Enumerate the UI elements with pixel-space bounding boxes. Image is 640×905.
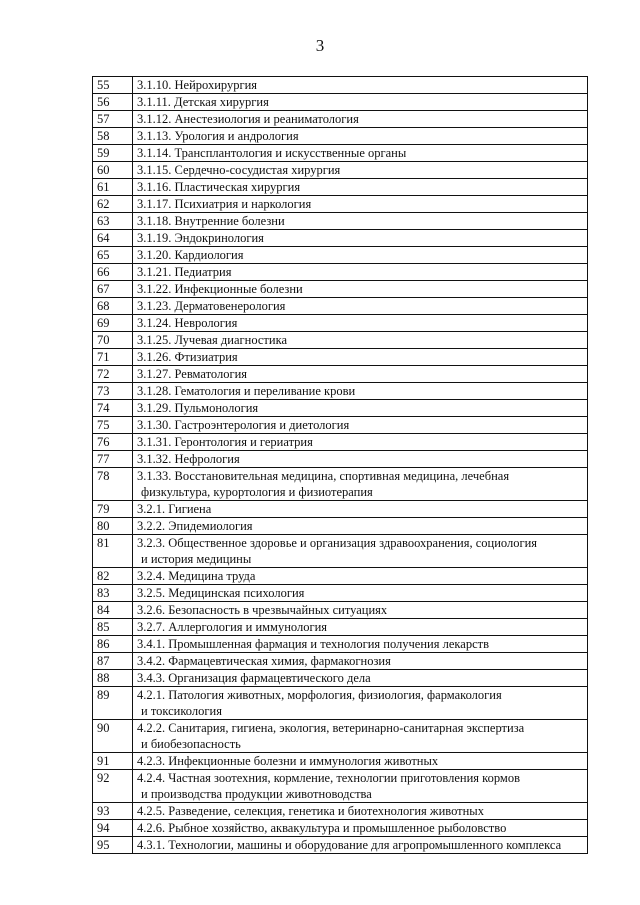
specialty-name-continuation: и биобезопасность: [141, 737, 241, 751]
table-row: [93, 451, 588, 468]
specialty-name: 3.2.7. Аллергология и иммунология: [137, 620, 328, 634]
table-row: [93, 535, 588, 568]
specialty-name-cell: [133, 400, 588, 417]
specialty-name-cell: [133, 179, 588, 196]
specialty-name-cell: [133, 145, 588, 162]
specialty-name-cell: [133, 518, 588, 535]
specialty-name-cell: [133, 264, 588, 281]
specialty-name: 3.2.1. Гигиена: [137, 502, 212, 516]
table-row: [93, 518, 588, 535]
specialty-name: 3.1.25. Лучевая диагностика: [137, 333, 288, 347]
table-row: [93, 332, 588, 349]
specialty-name-cell: [133, 417, 588, 434]
specialty-name-cell: [133, 619, 588, 636]
specialty-name-continuation: и производства продукции животноводства: [141, 787, 372, 801]
row-number: 71: [93, 349, 133, 366]
specialty-name-cell: [133, 670, 588, 687]
table-row: [93, 820, 588, 837]
row-number: 65: [93, 247, 133, 264]
table-row: [93, 687, 588, 720]
row-number: 72: [93, 366, 133, 383]
specialty-name-cell: [133, 196, 588, 213]
specialty-name-cell: [133, 820, 588, 837]
row-number: 57: [93, 111, 133, 128]
specialty-name: 3.1.29. Пульмонология: [137, 401, 259, 415]
specialty-name: 3.1.17. Психиатрия и наркология: [137, 197, 312, 211]
table-row: [93, 619, 588, 636]
row-number: 86: [93, 636, 133, 653]
page-number: 3: [315, 36, 325, 55]
specialty-name: 3.1.21. Педиатрия: [137, 265, 232, 279]
row-number: 73: [93, 383, 133, 400]
table-row: [93, 213, 588, 230]
row-number: 61: [93, 179, 133, 196]
row-number: 62: [93, 196, 133, 213]
row-number: 58: [93, 128, 133, 145]
specialty-name-cell: [133, 753, 588, 770]
row-number: 79: [93, 501, 133, 518]
specialty-name-cell: [133, 837, 588, 854]
specialty-name: 3.1.27. Ревматология: [137, 367, 248, 381]
table-row: [93, 770, 588, 803]
specialty-name: 3.1.12. Анестезиология и реаниматология: [137, 112, 359, 126]
row-number: 66: [93, 264, 133, 281]
specialty-name: 4.2.5. Разведение, селекция, генетика и биотехнология животных: [137, 804, 484, 818]
specialty-name: 3.2.2. Эпидемиология: [137, 519, 253, 533]
table-row: [93, 179, 588, 196]
specialty-name-cell: [133, 653, 588, 670]
row-number: 83: [93, 585, 133, 602]
row-number: 74: [93, 400, 133, 417]
row-number: 64: [93, 230, 133, 247]
specialty-name: 3.2.5. Медицинская психология: [137, 586, 305, 600]
specialty-name-cell: [133, 111, 588, 128]
table-row: [93, 264, 588, 281]
row-number: 63: [93, 213, 133, 230]
specialty-name-cell: [133, 162, 588, 179]
row-number: 70: [93, 332, 133, 349]
specialty-name: 4.2.3. Инфекционные болезни и иммунология животных: [137, 754, 439, 768]
row-number: 68: [93, 298, 133, 315]
specialty-name-cell: [133, 770, 588, 803]
table-row: [93, 568, 588, 585]
specialty-name: 3.1.11. Детская хирургия: [137, 95, 269, 109]
table-row: [93, 281, 588, 298]
row-number: 67: [93, 281, 133, 298]
row-number: 85: [93, 619, 133, 636]
specialty-name: 3.1.30. Гастроэнтерология и диетология: [137, 418, 350, 432]
specialty-name-cell: [133, 468, 588, 501]
specialties-table-body: [93, 77, 588, 854]
specialty-name-cell: [133, 94, 588, 111]
specialty-name-cell: [133, 636, 588, 653]
specialty-name: 3.4.1. Промышленная фармация и технология получения лекарств: [137, 637, 489, 651]
row-number: 81: [93, 535, 133, 568]
specialty-name: 3.1.10. Нейрохирургия: [137, 78, 258, 92]
specialty-name-continuation: физкультура, курортология и физиотерапия: [141, 485, 373, 499]
row-number: 93: [93, 803, 133, 820]
specialty-name: 4.2.1. Патология животных, морфология, физиология, фармакология: [137, 688, 502, 702]
specialty-name-cell: [133, 281, 588, 298]
specialty-name: 3.4.3. Организация фармацевтического дела: [137, 671, 371, 685]
table-row: [93, 77, 588, 94]
table-row: [93, 585, 588, 602]
specialty-name-cell: [133, 383, 588, 400]
row-number: 78: [93, 468, 133, 501]
specialty-name: 3.1.20. Кардиология: [137, 248, 244, 262]
specialty-name: 3.1.33. Восстановительная медицина, спортивная медицина, лечебная: [137, 469, 510, 483]
specialty-name-cell: [133, 349, 588, 366]
specialty-name-cell: [133, 77, 588, 94]
specialty-name-cell: [133, 501, 588, 518]
specialty-name-cell: [133, 247, 588, 264]
specialty-name-cell: [133, 803, 588, 820]
table-row: [93, 636, 588, 653]
specialty-name: 3.1.31. Геронтология и гериатрия: [137, 435, 313, 449]
specialty-name-cell: [133, 687, 588, 720]
specialty-name-cell: [133, 298, 588, 315]
table-row: [93, 145, 588, 162]
row-number: 56: [93, 94, 133, 111]
table-row: [93, 468, 588, 501]
table-row: [93, 670, 588, 687]
table-row: [93, 366, 588, 383]
table-row: [93, 653, 588, 670]
specialty-name: 3.4.2. Фармацевтическая химия, фармакогнозия: [137, 654, 391, 668]
specialty-name-cell: [133, 568, 588, 585]
row-number: 59: [93, 145, 133, 162]
specialty-name-continuation: и токсикология: [141, 704, 222, 718]
table-row: [93, 383, 588, 400]
row-number: 94: [93, 820, 133, 837]
table-row: [93, 501, 588, 518]
row-number: 90: [93, 720, 133, 753]
row-number: 87: [93, 653, 133, 670]
row-number: 91: [93, 753, 133, 770]
specialty-name: 3.2.4. Медицина труда: [137, 569, 256, 583]
specialty-name-cell: [133, 230, 588, 247]
table-row: [93, 753, 588, 770]
table-row: [93, 400, 588, 417]
table-row: [93, 128, 588, 145]
specialty-name: 3.1.14. Трансплантология и искусственные органы: [137, 146, 407, 160]
specialty-name-cell: [133, 128, 588, 145]
table-row: [93, 111, 588, 128]
row-number: 76: [93, 434, 133, 451]
specialty-name-cell: [133, 451, 588, 468]
row-number: 77: [93, 451, 133, 468]
specialty-name-cell: [133, 315, 588, 332]
table-row: [93, 315, 588, 332]
specialty-name: 3.1.24. Неврология: [137, 316, 238, 330]
specialty-name-cell: [133, 602, 588, 619]
specialty-name-cell: [133, 213, 588, 230]
specialty-name: 4.2.2. Санитария, гигиена, экология, ветеринарно-санитарная экспертиза: [137, 721, 525, 735]
table-row: [93, 837, 588, 854]
specialty-name: 3.2.6. Безопасность в чрезвычайных ситуациях: [137, 603, 388, 617]
specialty-name-cell: [133, 535, 588, 568]
table-row: [93, 434, 588, 451]
specialties-table: [92, 76, 588, 854]
row-number: 60: [93, 162, 133, 179]
specialty-name: 3.1.13. Урология и андрология: [137, 129, 299, 143]
table-row: [93, 230, 588, 247]
specialty-name: 3.1.18. Внутренние болезни: [137, 214, 285, 228]
specialty-name-cell: [133, 332, 588, 349]
specialty-name: 3.1.15. Сердечно-сосудистая хирургия: [137, 163, 341, 177]
row-number: 75: [93, 417, 133, 434]
specialty-name: 4.3.1. Технологии, машины и оборудование для агропромышленного комплекса: [137, 838, 562, 852]
row-number: 55: [93, 77, 133, 94]
specialty-name: 3.1.19. Эндокринология: [137, 231, 264, 245]
specialty-name: 3.1.16. Пластическая хирургия: [137, 180, 301, 194]
row-number: 84: [93, 602, 133, 619]
specialty-name: 4.2.6. Рыбное хозяйство, аквакультура и промышленное рыболовство: [137, 821, 507, 835]
table-row: [93, 94, 588, 111]
row-number: 89: [93, 687, 133, 720]
table-row: [93, 720, 588, 753]
specialty-name-continuation: и история медицины: [141, 552, 252, 566]
specialty-name: 3.2.3. Общественное здоровье и организация здравоохранения, социология: [137, 536, 538, 550]
table-row: [93, 196, 588, 213]
row-number: 88: [93, 670, 133, 687]
table-row: [93, 803, 588, 820]
row-number: 92: [93, 770, 133, 803]
row-number: 69: [93, 315, 133, 332]
specialty-name: 3.1.32. Нефрология: [137, 452, 240, 466]
row-number: 82: [93, 568, 133, 585]
table-row: [93, 417, 588, 434]
row-number: 95: [93, 837, 133, 854]
specialty-name: 3.1.23. Дерматовенерология: [137, 299, 286, 313]
specialty-name-cell: [133, 366, 588, 383]
specialty-name: 3.1.22. Инфекционные болезни: [137, 282, 303, 296]
specialty-name: 3.1.28. Гематология и переливание крови: [137, 384, 356, 398]
table-row: [93, 602, 588, 619]
specialty-name-cell: [133, 434, 588, 451]
specialty-name-cell: [133, 585, 588, 602]
table-row: [93, 247, 588, 264]
specialty-name: 4.2.4. Частная зоотехния, кормление, технологии приготовления кормов: [137, 771, 520, 785]
specialty-name: 3.1.26. Фтизиатрия: [137, 350, 238, 364]
table-row: [93, 349, 588, 366]
table-row: [93, 162, 588, 179]
row-number: 80: [93, 518, 133, 535]
table-row: [93, 298, 588, 315]
specialty-name-cell: [133, 720, 588, 753]
